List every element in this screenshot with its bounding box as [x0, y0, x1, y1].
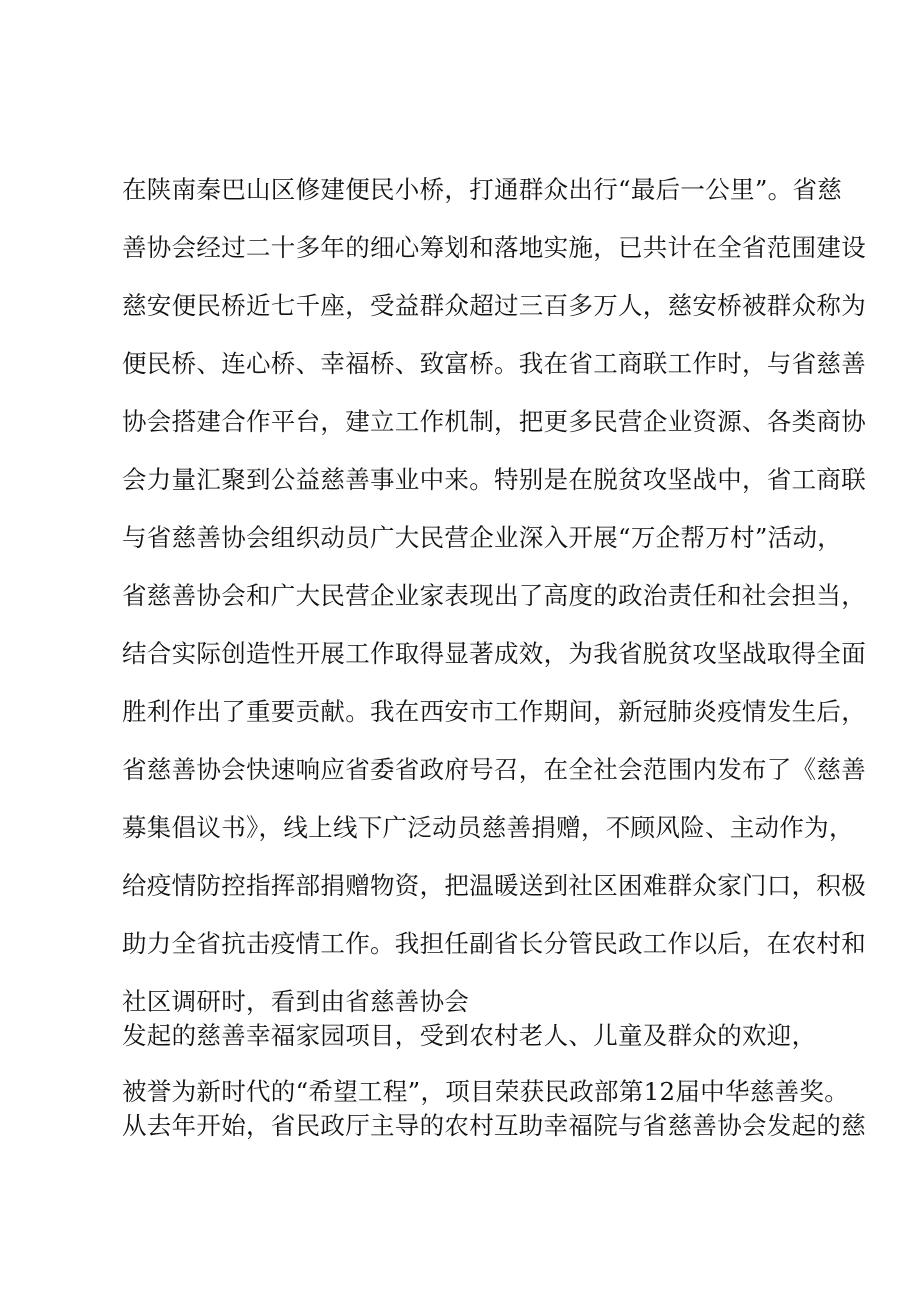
text-line-13: 给疫情防控指挥部捐赠物资，把温暖送到社区困难群众家门口，积极 [122, 871, 866, 900]
text-line-2: 善协会经过二十多年的细心筹划和落地实施，已共计在全省范围建设 [122, 233, 866, 262]
text-line-18: 从去年开始，省民政厅主导的农村互助幸福院与省慈善协会发起的慈 [122, 1111, 866, 1140]
text-line-1: 在陕南秦巴山区修建便民小桥，打通群众出行“最后一公里”。省慈 [122, 175, 843, 204]
text-line-3: 慈安便民桥近七千座，受益群众超过三百多万人，慈安桥被群众称为 [122, 291, 866, 320]
text-line-7: 与省慈善协会组织动员广大民营企业深入开展“万企帮万村”活动， [122, 523, 843, 552]
text-line-9: 结合实际创造性开展工作取得显著成效，为我省脱贫攻坚战取得全面 [122, 639, 866, 668]
text-line-4: 便民桥、连心桥、幸福桥、致富桥。我在省工商联工作时，与省慈善 [122, 349, 866, 378]
text-line-6: 会力量汇聚到公益慈善事业中来。特别是在脱贫攻坚战中，省工商联 [122, 465, 866, 494]
text-line-15: 社区调研时，看到由省慈善协会 [122, 987, 470, 1016]
text-line-10: 胜利作出了重要贡献。我在西安市工作期间，新冠肺炎疫情发生后， [122, 697, 866, 726]
text-line-14: 助力全省抗击疫情工作。我担任副省长分管民政工作以后，在农村和 [122, 929, 866, 958]
text-line-12: 募集倡议书》，线上线下广泛动员慈善捐赠，不顾风险、主动作为， [122, 813, 854, 842]
text-line-17: 被誉为新时代的“希望工程”，项目荣获民政部第12届中华慈善奖。 [122, 1077, 850, 1106]
text-line-5: 协会搭建合作平台，建立工作机制，把更多民营企业资源、各类商协 [122, 407, 866, 436]
text-line-16: 发起的慈善幸福家园项目，受到农村老人、儿童及群众的欢迎， [122, 1021, 817, 1050]
text-line-8: 省慈善协会和广大民营企业家表现出了高度的政治责任和社会担当， [122, 581, 866, 610]
text-line-11: 省慈善协会快速响应省委省政府号召，在全社会范围内发布了《慈善 [122, 755, 866, 784]
